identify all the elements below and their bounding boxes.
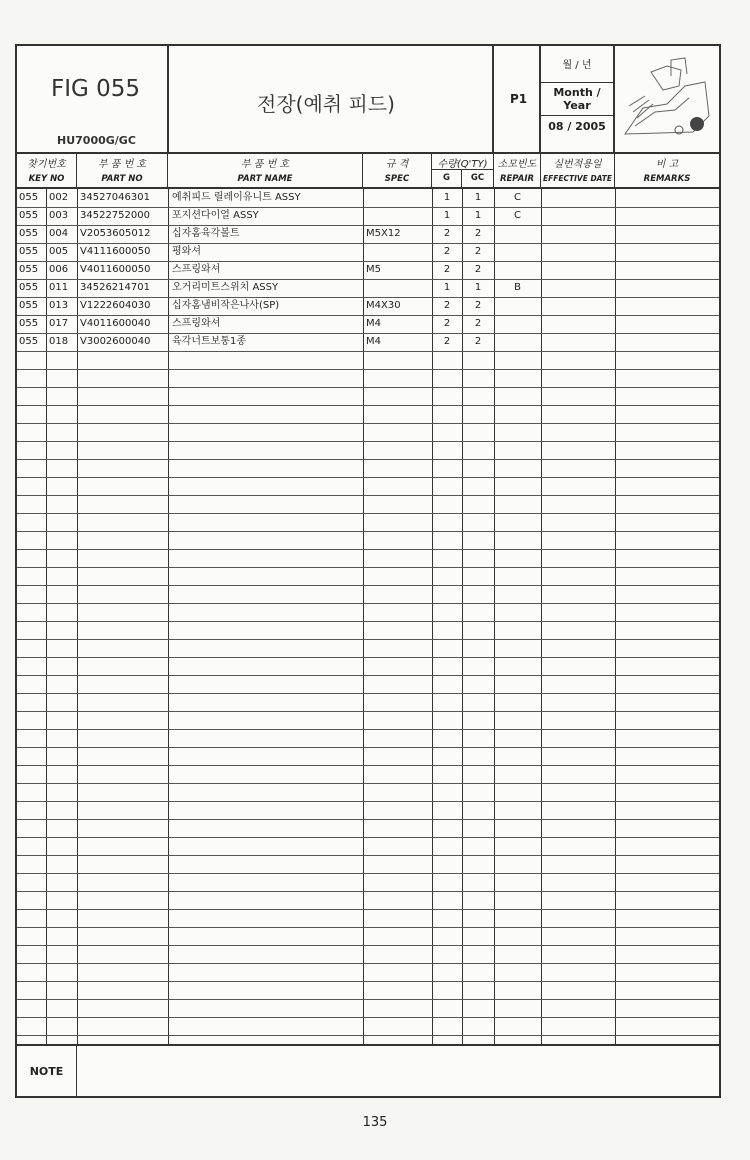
cell-spec: M4 [366, 318, 381, 329]
note-label: NOTE [17, 1046, 77, 1098]
row-divider [17, 891, 719, 892]
cell-g: 2 [443, 246, 451, 257]
row-divider [17, 783, 719, 784]
row-divider [17, 567, 719, 568]
cell-name: 포지션다이얼 ASSY [172, 210, 259, 221]
page-code: P1 [510, 92, 528, 106]
col-effective-ko: 실번적용일 [553, 159, 602, 170]
sheet-header [17, 46, 719, 154]
cell-gc: 1 [474, 210, 482, 221]
col-spec-ko: 규 격 [385, 159, 409, 170]
cell-repair: C [514, 210, 521, 221]
row-divider [17, 1035, 719, 1036]
col-remarks [615, 152, 719, 187]
cell-g: 2 [443, 264, 451, 275]
fig-title: FIG 055 [51, 76, 141, 102]
page-number: 135 [362, 1115, 388, 1130]
cell-key: 002 [49, 192, 69, 203]
cell-repair [494, 225, 541, 243]
row-divider [17, 495, 719, 496]
col-key-no-ko: 찾기번호 [27, 159, 66, 170]
row-divider [17, 441, 719, 442]
cell-part-no: V4011600040 [80, 318, 151, 329]
col-qty-g: G [432, 169, 462, 187]
cell-spec: M4 [366, 336, 381, 347]
row-divider [17, 387, 719, 388]
cell-fig: 055 [19, 246, 39, 257]
date-value: 08 / 2005 [548, 120, 606, 133]
col-qty-ko: 수량(Q'TY) [437, 159, 488, 170]
row-divider [17, 693, 719, 694]
cell-repair [494, 243, 541, 261]
cell-gc: 2 [474, 336, 482, 347]
cell-g: 2 [443, 300, 451, 311]
cell-name: 십자홈냄비작은나사(SP) [172, 300, 280, 311]
date-label-english: Month / Year [541, 82, 613, 116]
cell-repair [494, 333, 541, 351]
cell-gc: 2 [474, 300, 482, 311]
cell-g: 1 [443, 282, 451, 293]
title-cell [169, 46, 494, 152]
row-divider [17, 909, 719, 910]
parts-table [17, 189, 719, 1044]
cell-fig: 055 [19, 336, 39, 347]
cell-part-no: 34527046301 [80, 192, 150, 203]
row-divider [17, 1017, 719, 1018]
cell-name: 오거리미트스위치 ASSY [172, 282, 279, 293]
col-repair-en: REPAIR [499, 174, 535, 184]
cell-repair: B [514, 282, 521, 293]
cell-spec [366, 207, 430, 225]
col-key-no-en: KEY NO [28, 174, 65, 184]
row-divider [17, 459, 719, 460]
row-divider [17, 369, 719, 370]
cell-name: 예취피드 릴레이유니트 ASSY [172, 192, 301, 203]
row-divider [17, 747, 719, 748]
row-divider [17, 765, 719, 766]
row-divider [17, 351, 719, 352]
cell-gc: 2 [474, 246, 482, 257]
cell-part-no: V2053605012 [80, 228, 151, 239]
col-qty [432, 152, 494, 187]
cell-part-no: V1222604030 [80, 300, 151, 311]
column-divider [615, 189, 616, 1044]
col-effective-date [541, 152, 615, 187]
col-part-no-en: PART NO [101, 174, 143, 184]
cell-key: 011 [49, 282, 69, 293]
cell-name: 십자홈육각볼트 [172, 228, 240, 239]
row-divider [17, 675, 719, 676]
column-divider [46, 189, 47, 1044]
col-key-no [17, 152, 77, 187]
cell-part-no: V3002600040 [80, 336, 151, 347]
cell-g: 2 [443, 318, 451, 329]
cell-repair [494, 261, 541, 279]
date-label-korean: 월 / 년 [562, 60, 592, 71]
note-area [17, 1044, 719, 1098]
row-divider [17, 981, 719, 982]
col-effective-en: EFFECTIVE DATE [543, 174, 612, 183]
row-divider [17, 621, 719, 622]
row-divider [17, 513, 719, 514]
cell-spec: M5 [366, 264, 381, 275]
cell-fig: 055 [19, 318, 39, 329]
cell-fig: 055 [19, 210, 39, 221]
row-divider [17, 945, 719, 946]
col-remarks-ko: 비 고 [655, 159, 679, 170]
cell-part-no: 34526214701 [80, 282, 150, 293]
row-divider [17, 819, 719, 820]
row-divider [17, 603, 719, 604]
page-title: 전장(예취 피드) [257, 92, 395, 116]
cell-gc: 1 [474, 192, 482, 203]
cell-key: 018 [49, 336, 69, 347]
cell-key: 013 [49, 300, 69, 311]
row-divider [17, 963, 719, 964]
cell-fig: 055 [19, 300, 39, 311]
column-divider [168, 189, 169, 1044]
row-divider [17, 549, 719, 550]
cell-fig: 055 [19, 282, 39, 293]
cell-spec [366, 189, 430, 207]
parts-sheet [15, 44, 721, 1098]
row-divider [17, 405, 719, 406]
row-divider [17, 423, 719, 424]
cell-key: 003 [49, 210, 69, 221]
cell-gc: 2 [474, 228, 482, 239]
cell-name: 육각너트보통1종 [172, 336, 246, 347]
row-divider [17, 657, 719, 658]
date-cell [541, 46, 615, 152]
cell-part-no: V4111600050 [80, 246, 151, 257]
cell-key: 006 [49, 264, 69, 275]
row-divider [17, 801, 719, 802]
cell-gc: 1 [474, 282, 482, 293]
row-divider [17, 729, 719, 730]
column-divider [77, 189, 78, 1044]
column-divider [541, 189, 542, 1044]
cell-repair [494, 315, 541, 333]
cell-part-no: V4011600050 [80, 264, 151, 275]
col-spec [363, 152, 432, 187]
row-divider [17, 477, 719, 478]
col-spec-en: SPEC [384, 174, 410, 184]
row-divider [17, 927, 719, 928]
cell-gc: 2 [474, 318, 482, 329]
page-cell [494, 46, 541, 152]
cell-key: 004 [49, 228, 69, 239]
cell-fig: 055 [19, 264, 39, 275]
cell-fig: 055 [19, 192, 39, 203]
row-divider [17, 873, 719, 874]
cell-spec: M4X30 [366, 300, 401, 311]
cell-spec [366, 279, 430, 297]
cell-spec: M5X12 [366, 228, 401, 239]
row-divider [17, 639, 719, 640]
col-part-no [77, 152, 168, 187]
row-divider [17, 711, 719, 712]
column-divider [363, 189, 364, 1044]
cell-g: 2 [443, 336, 451, 347]
column-header-row [17, 152, 719, 189]
cell-repair: C [514, 192, 521, 203]
fig-cell [17, 46, 169, 152]
row-divider [17, 855, 719, 856]
cell-part-no: 34522752000 [80, 210, 150, 221]
col-part-name-ko: 부 품 번 호 [240, 159, 290, 170]
cell-name: 평와셔 [172, 246, 201, 257]
row-divider [17, 999, 719, 1000]
col-remarks-en: REMARKS [643, 174, 691, 184]
col-part-no-ko: 부 품 번 호 [97, 159, 147, 170]
cell-key: 017 [49, 318, 69, 329]
col-repair-ko: 소모빈도 [497, 159, 537, 170]
col-repair [494, 152, 541, 187]
cell-g: 1 [443, 210, 451, 221]
cell-spec [366, 243, 430, 261]
row-divider [17, 531, 719, 532]
cell-g: 2 [443, 228, 451, 239]
row-divider [17, 585, 719, 586]
col-qty-gc: GC [462, 169, 493, 187]
cell-repair [494, 297, 541, 315]
combine-harvester-icon [615, 46, 717, 150]
model-name: HU7000G/GC [57, 134, 136, 147]
col-part-name-en: PART NAME [237, 174, 293, 184]
cell-g: 1 [443, 192, 451, 203]
col-part-name [168, 152, 363, 187]
cell-name: 스프링와셔 [172, 264, 221, 275]
row-divider [17, 837, 719, 838]
cell-key: 005 [49, 246, 69, 257]
machine-thumbnail [615, 46, 719, 152]
cell-name: 스프링와셔 [172, 318, 221, 329]
cell-fig: 055 [19, 228, 39, 239]
cell-gc: 2 [474, 264, 482, 275]
